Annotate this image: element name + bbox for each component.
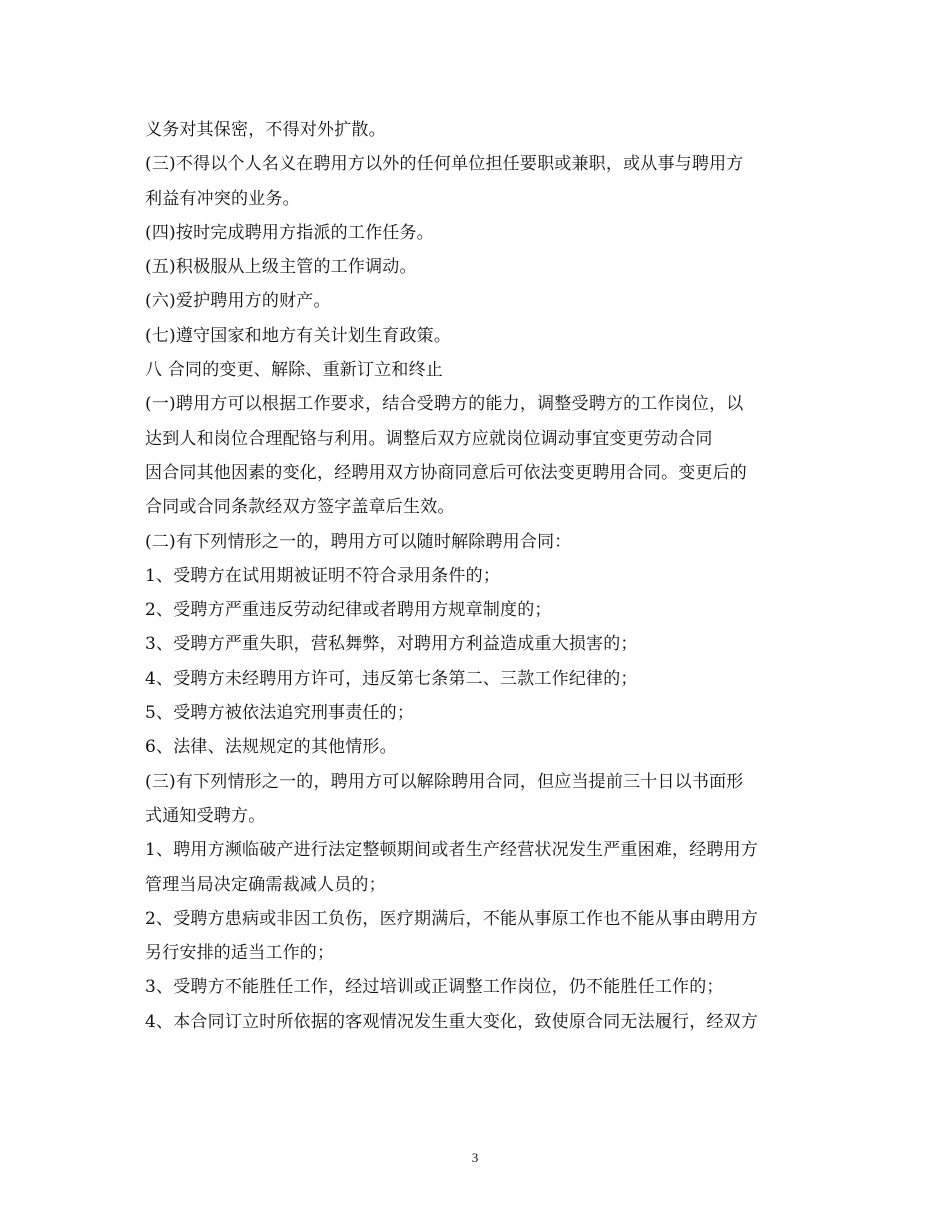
text-line: 式通知受聘方。 xyxy=(145,805,266,826)
text-line: (二)有下列情形之一的，聘用方可以随时解除聘用合同： xyxy=(145,531,572,552)
body-text xyxy=(145,113,825,1039)
text-line: 管理当局决定确需裁减人员的； xyxy=(145,874,386,895)
list-item: 6、法律、法规规定的其他情形。 xyxy=(145,737,397,758)
text-line: 利益有冲突的业务。 xyxy=(145,188,300,209)
list-item: 1、聘用方濒临破产进行法定整顿期间或者生产经营状况发生严重困难，经聘用方 xyxy=(145,840,759,861)
text-line: (三)有下列情形之一的，聘用方可以解除聘用合同，但应当提前三十日以书面形 xyxy=(145,771,744,792)
page-number: 3 xyxy=(471,1150,479,1165)
text-line: (四)按时完成聘用方指派的工作任务。 xyxy=(145,222,434,243)
text-line: 另行安排的适当工作的； xyxy=(145,943,335,964)
text-line: (三)不得以个人名义在聘用方以外的任何单位担任要职或兼职，或从事与聘用方 xyxy=(145,154,744,175)
section-heading: 八 合同的变更、解除、重新订立和终止 xyxy=(145,360,444,381)
text-line: (六)爱护聘用方的财产。 xyxy=(145,291,331,312)
text-line: (一)聘用方可以根据工作要求，结合受聘方的能力，调整受聘方的工作岗位，以 xyxy=(145,394,744,415)
text-line: 因合同其他因素的变化，经聘用双方协商同意后可依法变更聘用合同。变更后的 xyxy=(145,462,747,483)
text-line: (七)遵守国家和地方有关计划生育政策。 xyxy=(145,325,452,346)
list-item: 2、受聘方患病或非因工负伤，医疗期满后，不能从事原工作也不能从事由聘用方 xyxy=(145,908,759,929)
list-item: 2、受聘方严重违反劳动纪律或者聘用方规章制度的； xyxy=(145,600,552,621)
list-item: 3、受聘方不能胜任工作，经过培训或正调整工作岗位，仍不能胜任工作的； xyxy=(145,977,724,998)
list-item: 4、受聘方未经聘用方许可，违反第七条第二、三款工作纪律的； xyxy=(145,668,638,689)
list-item: 3、受聘方严重失职，营私舞弊，对聘用方利益造成重大损害的； xyxy=(145,634,638,655)
list-item: 4、本合同订立时所依据的客观情况发生重大变化，致使原合同无法履行，经双方 xyxy=(145,1011,759,1032)
text-line: (五)积极服从上级主管的工作调动。 xyxy=(145,257,417,278)
list-item: 5、受聘方被依法追究刑事责任的； xyxy=(145,703,415,724)
text-line: 义务对其保密，不得对外扩散。 xyxy=(145,120,386,140)
text-line: 达到人和岗位合理配铬与利用。调整后双方应就岗位调动事宜变更劳动合同 xyxy=(145,428,713,449)
list-item: 1、受聘方在试用期被证明不符合录用条件的； xyxy=(145,565,501,586)
text-line: 合同或合同条款经双方签字盖章后生效。 xyxy=(145,497,455,518)
